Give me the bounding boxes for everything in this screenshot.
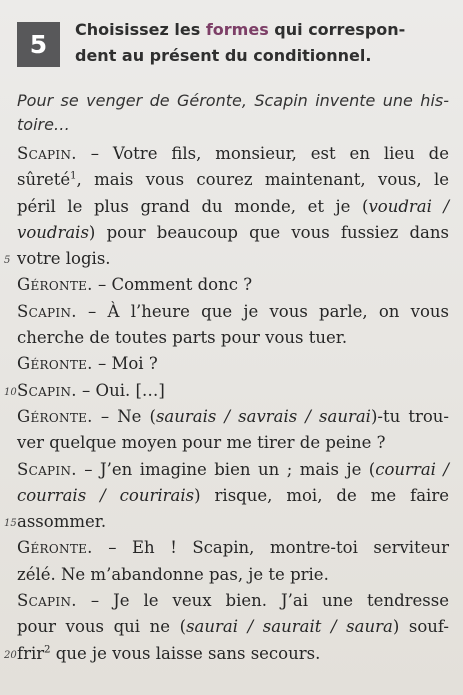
text-line: [17, 299, 449, 325]
dialogue-text-span: ) pour beaucoup que vous fussiez dans: [88, 222, 449, 242]
dialogue-text-span: sûreté: [17, 170, 71, 190]
instruction-line-1: [75, 17, 455, 43]
intro-line-2: toire…: [17, 115, 70, 134]
speaker-name: Scapin.: [17, 301, 77, 321]
dialogue-text-span: ver quelque moyen pour me tirer de peine ?: [17, 433, 386, 453]
text-line: [17, 535, 449, 561]
intro-line-1: Pour se venger de Géronte, Scapin invente une his-: [17, 91, 449, 110]
dialogue-text-span: )-tu trou-: [370, 406, 450, 426]
speaker-name: Géronte.: [17, 275, 93, 295]
verb-options: voudrai /: [368, 196, 450, 216]
text-line: [17, 167, 449, 193]
dialogue-text-span: assommer.: [17, 512, 107, 532]
text-line: [17, 404, 449, 430]
text-line: [17, 430, 449, 456]
text-line: [17, 220, 449, 246]
speaker-name: Géronte.: [17, 354, 93, 374]
speaker-name: Géronte.: [17, 538, 93, 558]
dialogue-paragraph-3: [17, 299, 449, 352]
verb-options: saurais / savrais / saurai: [155, 406, 371, 426]
instruction-text-pre: Choisissez les: [75, 20, 206, 39]
dialogue-text-span: – Eh ! Scapin, montre-toi serviteur: [92, 538, 449, 558]
text-line: [17, 457, 449, 483]
dialogue-paragraph-1: [4, 141, 450, 272]
dialogue-text-span: – Moi ?: [92, 354, 158, 374]
text-line: [17, 562, 449, 588]
dialogue-paragraph-2: [17, 272, 449, 298]
dialogue-paragraph-5: [4, 378, 449, 404]
verb-options: courrai /: [375, 459, 449, 479]
text-line: [4, 509, 449, 535]
dialogue-text-span: ) souf-: [392, 617, 449, 637]
verb-options: voudrais: [17, 222, 89, 242]
dialogue-text-span: – Votre fils, monsieur, est en lieu de: [76, 144, 449, 163]
dialogue-paragraph-6: [17, 404, 449, 457]
text-line: [4, 246, 449, 272]
footnote-ref-2: 2: [44, 644, 51, 656]
speaker-name: Géronte.: [17, 406, 93, 426]
dialogue-paragraph-8: [17, 535, 449, 588]
verb-options: saurai / saurait / saura: [186, 617, 393, 637]
text-line: [17, 614, 449, 640]
dialogue-text-span: – Ne (: [92, 406, 156, 426]
intro-paragraph: [17, 89, 449, 137]
dialogue-paragraph-4: [17, 351, 449, 377]
speaker-name: Scapin.: [17, 144, 77, 163]
dialogue-text-span: cherche de toutes parts pour vous tuer.: [17, 328, 348, 348]
text-line: [17, 194, 449, 220]
dialogue-text: [4, 141, 450, 667]
line-number-5: 5: [4, 255, 11, 267]
instruction-text-post: qui correspon-: [268, 20, 406, 39]
text-line: [17, 483, 449, 509]
dialogue-text-span: , mais vous courez maintenant, vous, le: [76, 170, 449, 190]
line-number-10: 10: [4, 386, 17, 398]
dialogue-text-span: pour vous qui ne (: [17, 617, 187, 637]
text-line: [17, 141, 449, 167]
dialogue-text-span: ) risque, moi, de me faire: [194, 485, 449, 505]
line-number-15: 15: [4, 518, 17, 530]
dialogue-text-span: – J’en imagine bien un ; mais je (: [76, 459, 376, 479]
text-line: [17, 351, 449, 377]
dialogue-text-span: péril le plus grand du monde, et je (: [17, 196, 369, 216]
exercise-number-badge: [17, 22, 60, 67]
text-line: [17, 272, 449, 298]
text-line: [17, 325, 449, 351]
exercise-number: 5: [29, 30, 48, 59]
dialogue-paragraph-7: [4, 457, 449, 536]
line-number-20: 20: [4, 649, 17, 661]
dialogue-text-span: – Oui. […]: [76, 380, 165, 400]
dialogue-text-span: zélé. Ne m’abandonne pas, je te prie.: [17, 564, 329, 584]
footnote-ref-1: 1: [70, 170, 77, 182]
instruction-highlight: formes: [205, 20, 269, 39]
text-line: [4, 641, 449, 667]
exercise-instruction: [75, 17, 455, 69]
text-line: [17, 588, 449, 614]
dialogue-text-span: – Je le veux bien. J’ai une tendresse: [76, 591, 449, 611]
dialogue-text-span: que je vous laisse sans secours.: [50, 643, 321, 663]
text-line: [4, 378, 449, 404]
speaker-name: Scapin.: [17, 380, 77, 400]
speaker-name: Scapin.: [17, 591, 77, 611]
dialogue-text-span: – À l’heure que je vous parle, on vous: [76, 301, 449, 321]
dialogue-text-span: – Comment donc ?: [92, 275, 253, 295]
speaker-name: Scapin.: [17, 459, 77, 479]
dialogue-text-span: frir: [17, 643, 45, 663]
instruction-line-2: dent au présent du conditionnel.: [75, 46, 372, 65]
verb-options: courrais / courirais: [17, 485, 195, 505]
dialogue-text-span: votre logis.: [17, 249, 111, 269]
dialogue-paragraph-9: [4, 588, 449, 667]
